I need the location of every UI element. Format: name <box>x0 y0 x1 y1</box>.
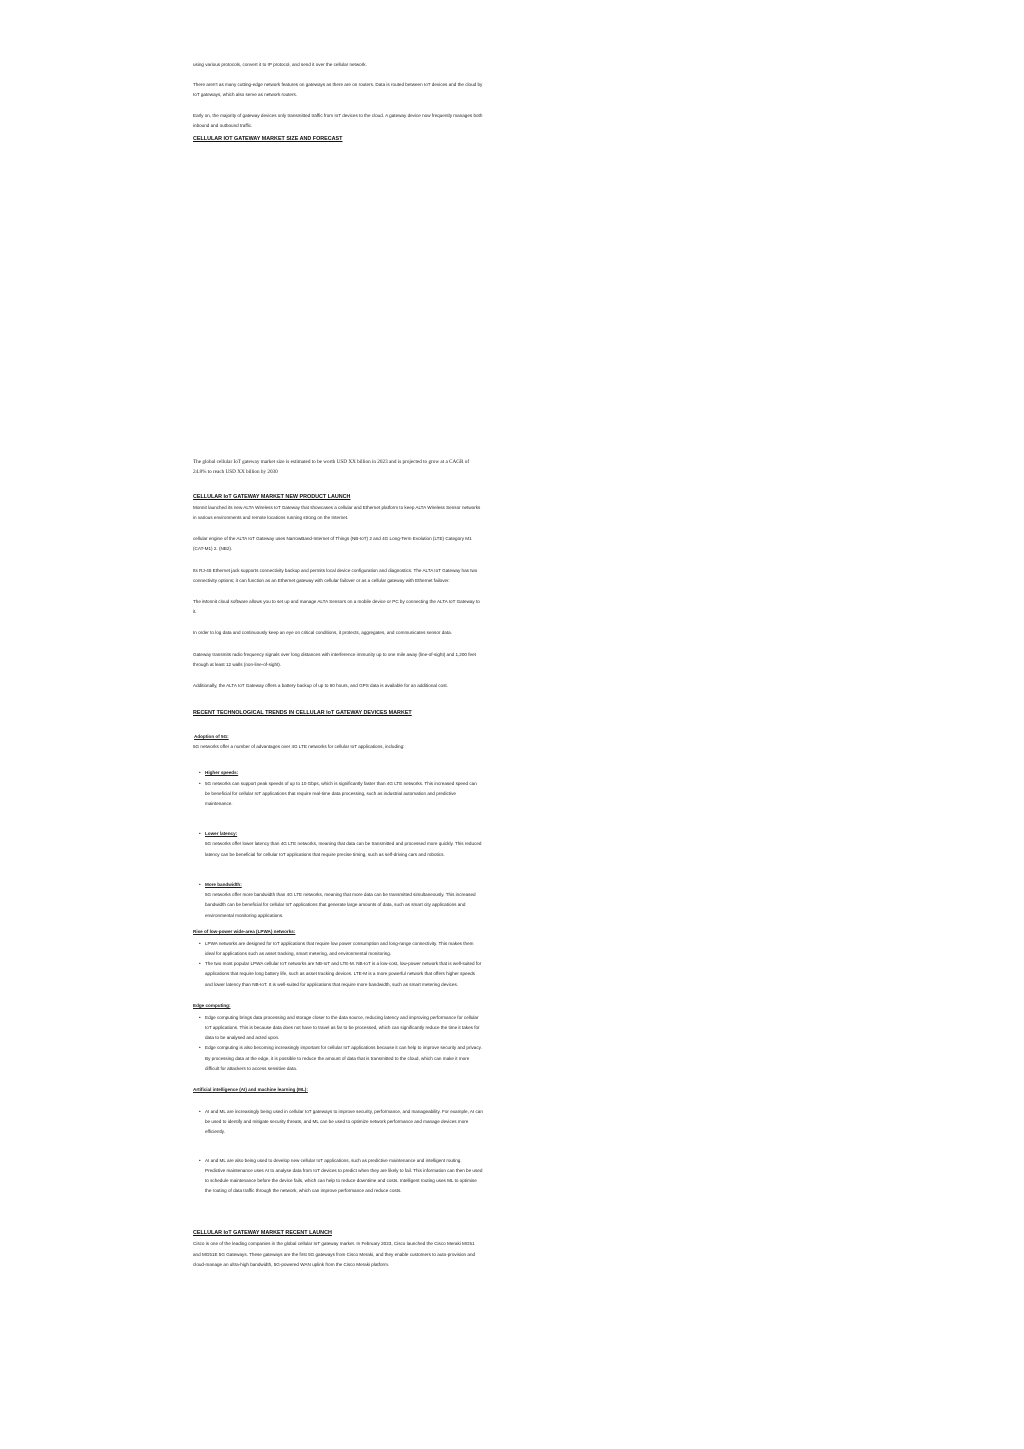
higher-speeds-title: Higher speeds: <box>205 770 239 776</box>
intro-paragraph-3: Early on, the majority of gateway devices only transmitted traffic from IoT devices to the cloud. A gateway device now frequently manages both inbound and outbound traffic. <box>193 112 483 128</box>
market-size-heading: CELLULAR IOT GATEWAY MARKET SIZE AND FORECAST <box>193 136 343 143</box>
lpwa-list <box>193 939 483 990</box>
higher-speeds-list <box>193 768 483 809</box>
product-launch-paragraph-2: cellular engine of the ALTA IoT Gateway uses NarrowBand-Internet of Things (NB-IoT) 2 and 4G Long-Term Evolution (LTE) Category M1 (CAT-M1) 2. (NB2). <box>193 536 472 552</box>
document-page <box>193 60 483 1270</box>
market-size-text: The global cellular IoT gateway market size is estimated to be worth USD XX billion in 2023 and is projected to grow at a CAGR of 24.8% to reach USD XX billion by 2030 <box>193 459 470 476</box>
recent-launch-text: Cisco is one of the leading companies in the global cellular IoT gateway market. In February 2023, Cisco launched the Cisco Meraki MG51 and MG51E 5G Gateways. These gateways are the first 5G gateways from Cisco Meraki, and they enable customers to auto-provision and cloud-manage an ultra-high bandwidth, 5G-powered WAN uplink from the Cisco Meraki platform. <box>193 1241 476 1267</box>
edge-bullet-2: • Edge computing is also becoming increasingly important for cellular IoT applications because it can help to improve security and privacy. By processing data at the edge, it is possible to reduce the amount of data that is transmitted to the cloud, which can make it more difficult for attackers to access sensitive data. <box>205 1043 483 1074</box>
more-bandwidth-list <box>193 880 483 921</box>
edge-bullet-1: • Edge computing brings data processing and storage closer to the data source, reducing latency and improving performance for cellular IoT applications. This is because data does not have to travel as far to be processed, which can significantly reduce the time it takes for data to be analysed and acted upon. <box>205 1013 483 1044</box>
blank-figure-area <box>193 144 483 457</box>
ai-ml-list-1 <box>193 1107 483 1138</box>
higher-speeds-text: • 5G networks can support peak speeds of up to 10 Gbps, which is significantly faster than 4G LTE networks. This increased speed can be beneficial for cellular IoT applications that require real-time data processing, such as industrial automation and predictive maintenance. <box>205 779 483 810</box>
lower-latency-text: 5G networks offer lower latency than 4G LTE networks, meaning that data can be transmitted and processed more quickly. This reduced latency can be beneficial for cellular IoT applications that require precise timing, such as self-driving cars and robotics. <box>205 841 482 857</box>
ai-ml-title: Artificial intelligence (AI) and machine learning (ML): <box>193 1086 308 1092</box>
lower-latency-list <box>193 829 483 860</box>
more-bandwidth-text: 5G networks offer more bandwidth than 4G LTE networks, meaning that more data can be transmitted simultaneously. This increased bandwidth can be beneficial for cellular IoT applications that generate large amounts of data, such as smart city applications and environmental monitoring applications. <box>205 892 476 918</box>
product-launch-paragraph-1: Monnit launched its new ALTA Wireless IoT Gateway that showcases a cellular and Ethernet platform to keep ALTA Wireless Sensor networks in various environments and remote locations running strong on the Internet. <box>193 504 481 521</box>
lower-latency-item <box>205 829 483 839</box>
ai-ml-list-2 <box>193 1156 483 1197</box>
ai-bullet-2: • AI and ML are also being used to develop new cellular IoT applications, such as predictive maintenance and intelligent routing. Predictive maintenance uses AI to analyse data from IoT devices to predict when they are likely to fail. This information can then be used to schedule maintenance before the device fails, which can help to reduce downtime and costs. Intelligent routing uses ML to optimise the routing of data traffic through the network, which can improve performance and reduce costs. <box>205 1156 483 1197</box>
more-bandwidth-title: More bandwidth: <box>205 881 242 887</box>
product-launch-paragraph-6: Gateway transmits radio frequency signals over long distances with interference immunity up to one mile away (line-of-sight) and 1,200 feet through at least 12 walls (non-line-of-sight). <box>193 651 476 667</box>
higher-speeds-item <box>205 768 483 778</box>
product-launch-paragraph-3: Its RJ-45 Ethernet jack supports connectivity backup and permits local device configuration and diagnostics. The ALTA IoT Gateway has two connectivity options; it can function as an Ethernet gateway with cellular failover or as a cellular gateway with Ethernet failover. <box>193 567 478 583</box>
adoption-5g-title: Adoption of 5G: <box>194 734 229 740</box>
product-launch-paragraph-7: Additionally, the ALTA IoT Gateway offers a battery backup of up to 60 hours, and GPS data is available for an additional cost. <box>193 683 448 689</box>
ai-bullet-1: • AI and ML are increasingly being used in cellular IoT gateways to improve security, performance, and manageability. For example, AI can be used to identify and mitigate security threats, and ML can be used to optimize network performance and manage devices more efficiently. <box>205 1107 483 1138</box>
product-launch-paragraph-4: The iMonnit cloud software allows you to set up and manage ALTA Sensors on a mobile device or PC by connecting the ALTA IoT Gateway to it. <box>193 599 480 615</box>
lpwa-title: Rise of low-power wide-area (LPWA) networks: <box>193 928 296 934</box>
trends-heading: RECENT TECHNOLOGICAL TRENDS IN CELLULAR IoT GATEWAY DEVICES MARKET <box>193 710 412 717</box>
lpwa-bullet-2: • The two most popular LPWA cellular IoT networks are NB-IoT and LTE-M. NB-IoT is a low-cost, low-power network that is well-suited for applications that require long battery life, such as asset tracking devices. LTE-M is a more powerful network that offers higher speeds and lower latency than NB-IoT. It is well-suited for applications that require more bandwidth, such as smart metering devices. <box>205 959 483 990</box>
intro-paragraph-1: using various protocols, convert it to IP protocol, and send it over the cellular network. <box>193 62 367 67</box>
more-bandwidth-item <box>205 880 483 890</box>
lower-latency-title: Lower latency: <box>205 831 238 837</box>
product-launch-paragraph-5: In order to log data and continuously keep an eye on critical conditions, it protects, aggregates, and communicates sensor data. <box>193 630 452 636</box>
edge-computing-list <box>193 1013 483 1074</box>
adoption-5g-intro: 5G networks offer a number of advantages over 4G LTE networks for cellular IoT applications, including: <box>193 744 405 750</box>
intro-paragraph-2: There aren't as many cutting-edge network features on gateways as there are on routers. Data is routed between IoT devices and the cloud by IoT gateways, which also serve as network routers. <box>193 82 483 98</box>
edge-computing-title: Edge computing: <box>193 1002 231 1008</box>
recent-launch-heading: CELLULAR IoT GATEWAY MARKET RECENT LAUNCH <box>193 1230 332 1237</box>
lpwa-bullet-1: • LPWA networks are designed for IoT applications that require low power consumption and long-range connectivity. This makes them ideal for applications such as asset tracking, smart metering, and environmental monitoring. <box>205 939 483 959</box>
product-launch-heading: CELLULAR IoT GATEWAY MARKET NEW PRODUCT LAUNCH <box>193 493 351 500</box>
